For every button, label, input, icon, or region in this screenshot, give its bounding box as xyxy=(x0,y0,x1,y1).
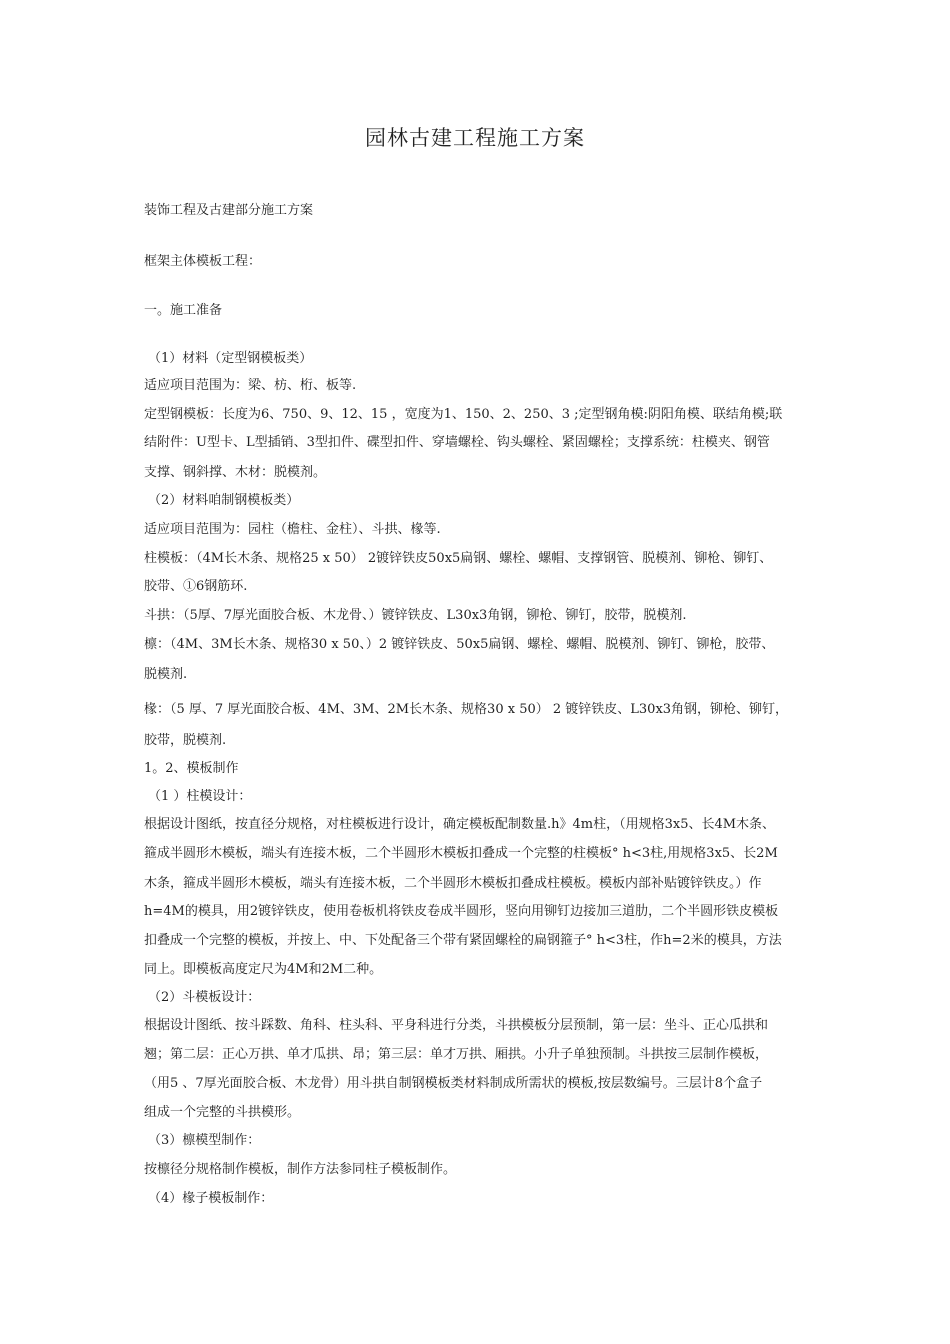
section-heading: 一。施工准备 xyxy=(144,303,223,318)
section-heading: 框架主体模板工程： xyxy=(144,254,262,269)
paragraph-line: 胶带、①6钢筋环. xyxy=(144,579,248,594)
paragraph-line: 翘；第二层：正心万拱、单才瓜拱、昂；第三层：单才万拱、厢拱。小升子单独预制。斗拱按三层制作模板， xyxy=(144,1047,769,1062)
subsection-heading: （1 ）柱模设计： xyxy=(148,789,252,804)
subsection-heading: （2）材料咱制钢模板类） xyxy=(148,493,300,508)
paragraph-line: 椽：（5 厚、7 厚光面胶合板、4M、3M、2M长木条、规格30 x 50） 2 镀锌铁皮、L30x3角钢，铆枪、铆钉， xyxy=(144,702,789,717)
paragraph-line: 胶带，脱模剂. xyxy=(144,733,227,748)
paragraph-line: 同上。即模板高度定尺为4M和2M二种。 xyxy=(144,962,383,977)
paragraph-line: 适应项目范围为：梁、枋、桁、板等. xyxy=(144,378,357,393)
paragraph-line: 柱模板：（4M长木条、规格25 x 50） 2镀锌铁皮50x5扁钢、螺栓、螺帽、支撑钢管、脱模剂、铆枪、铆钉、 xyxy=(144,551,773,566)
subsection-heading: （2）斗模板设计： xyxy=(148,990,261,1005)
paragraph-line: 定型钢模板：长度为6、750、9、12、15 ，宽度为1、150、2、250、3 ;定型钢角模:阴阳角模、联结角模;联 xyxy=(144,407,783,422)
section-heading: 装饰工程及古建部分施工方案 xyxy=(144,203,314,218)
paragraph-line: 根据设计图纸、按斗踩数、角科、柱头科、平身科进行分类，斗拱模板分层预制，第一层：坐斗、正心瓜拱和 xyxy=(144,1018,769,1033)
paragraph-line: 按檩径分规格制作模板，制作方法参同柱子模板制作。 xyxy=(144,1162,457,1177)
paragraph-line: （用5 、7厚光面胶合板、木龙骨）用斗拱自制钢模板类材料制成所需状的模板,按层数编号。三层计8个盒子 xyxy=(144,1076,763,1091)
paragraph-line: 结附件：U型卡、L型插销、3型扣件、碟型扣件、穿墙螺栓、钩头螺栓、紧固螺栓；支撑系统：柱模夹、钢管 xyxy=(144,435,770,450)
paragraph-line: 扣叠成一个完整的模板，并按上、中、下处配备三个带有紧固螺栓的扁钢箍子° h<3柱，作h=2米的模具，方法 xyxy=(144,933,782,948)
paragraph-line: 脱模剂. xyxy=(144,667,188,682)
paragraph-line: 根据设计图纸，按直径分规格，对柱模板进行设计，确定模板配制数量.h》4m柱，（用规格3x5、长4M木条、 xyxy=(144,817,776,832)
paragraph-line: 箍成半圆形木模板，端头有连接木板，二个半圆形木模板扣叠成一个完整的柱模板° h<3柱,用规格3x5、长2M xyxy=(144,846,778,861)
subsection-heading: （4）椽子模板制作： xyxy=(148,1191,274,1206)
section-heading: 1。2、模板制作 xyxy=(144,761,239,776)
paragraph-line: 适应项目范围为：园柱（檐柱、金柱）、斗拱、椽等. xyxy=(144,522,441,537)
paragraph-line: 支撑、钢斜撑、木材：脱模剂。 xyxy=(144,465,327,480)
paragraph-line: 木条，箍成半圆形木模板，端头有连接木板，二个半圆形木模板扣叠成柱模板。模板内部补贴镀锌铁皮。）作 xyxy=(144,876,762,891)
paragraph-line: 檩：（4M、3M长木条、规格30 x 50、）2 镀锌铁皮、50x5扁钢、螺栓、螺帽、脱模剂、铆钉、铆枪，胶带、 xyxy=(144,637,775,652)
document-title: 园林古建工程施工方案 xyxy=(365,126,585,150)
subsection-heading: （3）檩模型制作： xyxy=(148,1133,261,1148)
paragraph-line: h=4M的模具，用2镀锌铁皮，使用卷板机将铁皮卷成半圆形，竖向用铆钉边接加三道肋，二个半圆形铁皮模板 xyxy=(144,904,779,919)
paragraph-line: 组成一个完整的斗拱模形。 xyxy=(144,1105,301,1120)
subsection-heading: （1）材料（定型钢模板类） xyxy=(148,351,313,366)
paragraph-line: 斗拱：（5厚、7厚光面胶合板、木龙骨、）镀锌铁皮、L30x3角钢，铆枪、铆钉，胶带，脱模剂. xyxy=(144,608,687,623)
